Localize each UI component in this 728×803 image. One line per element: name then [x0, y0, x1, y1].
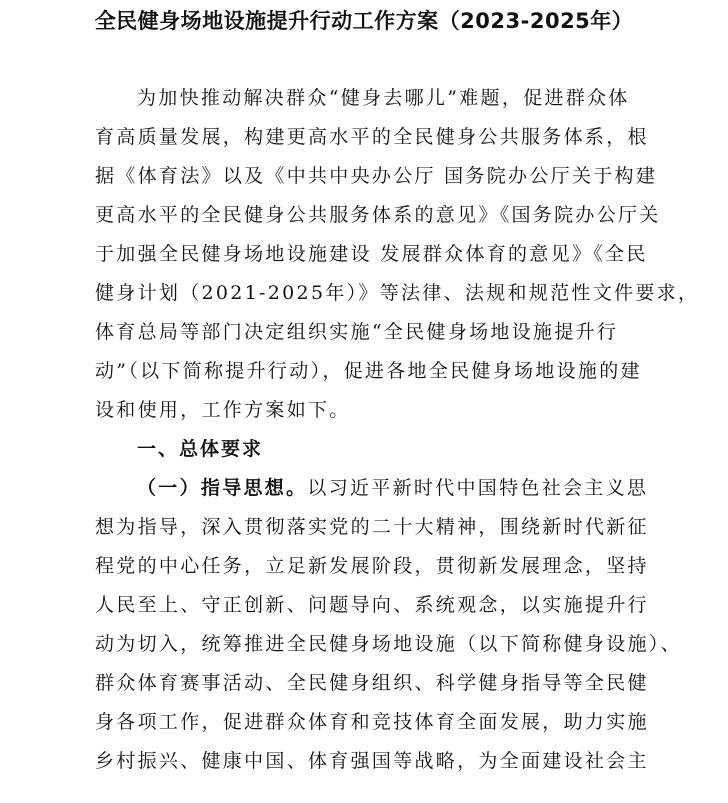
body-line: 乡村振兴、健康中国、体育强国等战略，为全面建设社会主	[95, 750, 649, 772]
intro-line: 于加强全民健身场地设施建设 发展群众体育的意见》《全民	[95, 243, 648, 265]
subsection-text: 以习近平新时代中国特色社会主义思	[307, 477, 649, 499]
subsection-label: （一）指导思想。	[137, 477, 308, 499]
body-line: 身各项工作，促进群众体育和竞技体育全面发展，助力实施	[95, 711, 649, 733]
body-line: 程党的中心任务，立足新发展阶段，贯彻新发展理念，坚持	[95, 555, 649, 577]
intro-line: 健身计划（2021-2025年）》等法律、法规和规范性文件要求，	[95, 282, 700, 304]
intro-line: 体育总局等部门决定组织实施“全民健身场地设施提升行	[95, 321, 619, 343]
intro-line: 动”（以下简称提升行动），促进各地全民健身场地设施的建	[95, 360, 642, 382]
subsection-first-line	[137, 473, 648, 503]
body-line: 人民至上、守正创新、问题导向、系统观念，以实施提升行	[95, 594, 649, 616]
intro-line: 更高水平的全民健身公共服务体系的意见》《国务院办公厅关	[95, 204, 661, 226]
body-line: 想为指导，深入贯彻落实党的二十大精神，围绕新时代新征	[95, 516, 649, 538]
intro-line: 设和使用，工作方案如下。	[95, 399, 351, 421]
intro-line: 育高质量发展，构建更高水平的全民健身公共服务体系，根	[95, 126, 649, 148]
intro-line: 为加快推动解决群众“健身去哪儿”难题，促进群众体	[137, 87, 630, 109]
body-line: 动为切入，统筹推进全民健身场地设施（以下简称健身设施）、	[95, 633, 682, 655]
intro-line: 据《体育法》以及《中共中央办公厅 国务院办公厅关于构建	[95, 165, 658, 187]
document-title: 全民健身场地设施提升行动工作方案（2023-2025年）	[94, 9, 634, 33]
section-heading: 一、总体要求	[137, 438, 264, 460]
body-line: 群众体育赛事活动、全民健身组织、科学健身指导等全民健	[95, 672, 649, 694]
